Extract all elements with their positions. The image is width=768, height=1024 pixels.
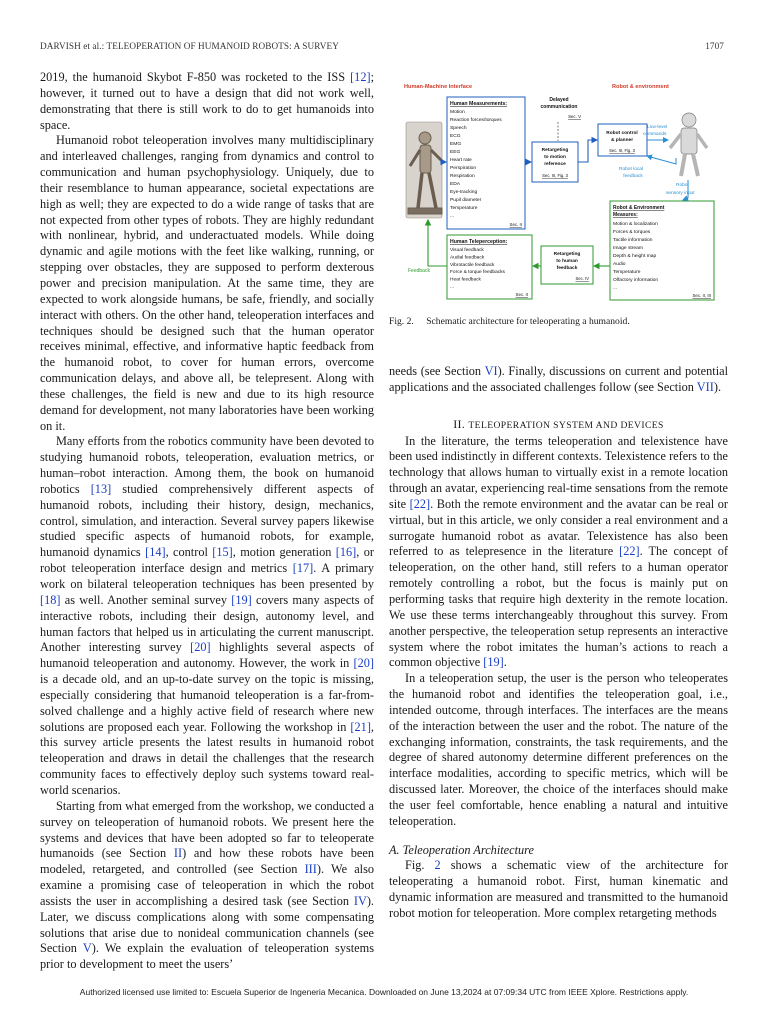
humanoid-robot-icon [670, 113, 707, 176]
citation-link[interactable]: 2 [434, 858, 441, 873]
delayed-comm-line1: Delayed [549, 97, 569, 103]
citation-link[interactable]: VII [696, 379, 714, 394]
diagram-list-item: Reaction forces/torques [450, 118, 502, 123]
diagram-list-item: Vibrotactile feedback [450, 262, 495, 268]
robot-env-title1: Robot & Environment [613, 205, 665, 211]
retarget-feedback-line1: Retargeting [553, 252, 581, 257]
diagram-list-item: Respiration [450, 174, 475, 179]
diagram-list-item: Image stream [613, 246, 643, 251]
human-measurements-title: Human Measurements: [450, 101, 508, 107]
human-measurements-box [447, 97, 525, 229]
citation-link[interactable]: [19] [483, 655, 504, 670]
diagram-list-item: ... [450, 285, 454, 290]
citation-link[interactable]: [22] [619, 544, 640, 559]
license-footer: Authorized licensed use limited to: Escuela Superior de Ingeneria Mecanica. Downloaded on June 13,2024 at 07:09:34 UTC from IEEE Xplore. Restrictions apply. [79, 987, 689, 997]
page-number: 1707 [705, 41, 724, 51]
citation-link[interactable]: [16] [335, 545, 357, 560]
human-telep-title: Human Teleperception: [450, 239, 508, 245]
diagram-list-item: Speech [450, 126, 467, 131]
citation-link[interactable]: [15] [212, 545, 233, 560]
right-column [389, 364, 728, 922]
figure-caption-text: Schematic architecture for teleoperating a humanoid. [426, 316, 630, 327]
diagram-list-item: EDA [450, 182, 461, 187]
human-operator-icon [406, 122, 443, 218]
human-measurements-sec: Sec. II [509, 222, 522, 227]
figure-2-diagram [398, 80, 718, 304]
retarget-motion-sec: Sec. III, Fig. 3 [542, 173, 568, 178]
robot-control-sec: Sec. III, Fig. 3 [609, 148, 635, 153]
section-number: II. [453, 416, 466, 431]
retarget-feedback-line3: feedback [556, 266, 578, 271]
diagram-list-item: Motion & localization [613, 222, 658, 227]
citation-link[interactable]: [13] [90, 481, 112, 496]
robot-env-label: Robot & environment [612, 84, 669, 90]
citation-link[interactable]: [20] [190, 640, 211, 655]
low-level-line1: Low-level [647, 125, 668, 130]
delayed-comm-sec: Sec. V [568, 114, 581, 119]
diagram-list-item: Tactile information [613, 238, 653, 243]
citation-link[interactable]: [20] [353, 656, 374, 671]
diagram-list-item: Audio [613, 262, 626, 267]
citation-link[interactable]: VI [484, 364, 498, 378]
robot-env-measures-box [610, 201, 714, 300]
paragraph: Humanoid robot teleoperation involves many multidisciplinary and interleaved challenges, ranging from dynamics and control to communication and human psychophysiology. Uniquely, due to their resemblance to human appearance, societal expectations are high as well; they are expected to do a wide range of tasks that are not expected from other types of robots. They are highly redundant with nonlinear, hybrid, and underactuated models. While doing dynamic and agile motions with the feet like walking, running, or stepping over obstacles, they are supposed to perform dexterous power and precision manipulation. At the same time, they are expected to work alongside humans, be safe, friendly, and socially interact with others. On the other hand, teleoperation interfaces and techniques should be designed such that the human operator receives minimal, effective, and informative haptic feedback from the humanoid robot, to cover for human errors, overcome communication delays, and above all, be telepresent. Along with these challenges, the field is new and due to its high resource demand for development, not many laboratories have been working on it. [40, 133, 374, 433]
low-level-line2: commands [643, 132, 667, 137]
running-title: DARVISH et al.: TELEOPERATION OF HUMANOID ROBOTS: A SURVEY [40, 41, 339, 51]
diagram-list-item: ... [613, 286, 618, 291]
diagram-list-item: Eye-tracking [450, 190, 478, 195]
paragraph: In the literature, the terms teleoperation and telexistence have been used indistinctly in different contexts. Telexistence refers to the technology that allows human to virtually exist in a remote location through an avatar, experiencing real-time sensations from the remote site [22]. Both the remote environment and the avatar can be real or virtual, but in this article, we only consider a real environment and a surrogate humanoid robot as avatar. Telexistence has also been referred to as telepresence in the literature [22]. The concept of teleoperation, on the other hand, still refers to a human operator remotely controlling a robot, but the focus is mainly put on performing tasks that require high dexterity in the remote location. We use these terms interchangeably throughout this survey. From another perspective, the teleoperation setup represents an interactive system where the robot imitates the human’s actions to reach a common objective [19]. [389, 433, 728, 670]
robot-local-line2: feedback [623, 174, 643, 179]
retarget-motion-line3: reference [544, 162, 566, 167]
diagram-list-item: ECG [450, 134, 461, 139]
robot-control-line2: & planner [610, 138, 634, 143]
citation-link[interactable]: [17] [292, 561, 314, 576]
robot-control-line1: Robot control [606, 131, 638, 136]
diagram-list-item: Perspiration [450, 166, 477, 171]
citation-link[interactable]: IV [353, 893, 367, 908]
robot-control-box [598, 124, 647, 156]
diagram-list-item: EMG [450, 142, 462, 147]
citation-link[interactable]: II [173, 846, 183, 861]
feedback-label: Feedback [408, 268, 430, 274]
delayed-comm-line2: communication [540, 104, 578, 110]
robot-sensory-line2: sensory input [666, 191, 695, 196]
robot-env-title2: Measures: [613, 212, 638, 218]
diagram-list-item: ... [450, 214, 455, 219]
citation-link[interactable]: V [82, 941, 92, 956]
retarget-motion-line1: Retargeting [541, 148, 569, 153]
paragraph: Fig. 2 shows a schematic view of the architecture for teleoperating a humanoid robot. First, human kinematic and dynamic information are measured and transmitted to the humanoid robot motion for teleoperation. More complex retargeting methods [389, 858, 728, 920]
retargeting-feedback-box [541, 246, 593, 284]
diagram-list-item: Force & torque feedbacks [450, 270, 505, 276]
paragraph: Starting from what emerged from the workshop, we conducted a survey on teleoperation of humanoid robots. We present here the systems and devices that have been adopted so far to teleoperate humanoids (see Section II) and how these robots have been modeled, retargeted, and controlled (see Section III). We also examine a promising case of teleoperation in which the robot assists the user in accomplishing a desired task (see Section IV). Later, we discuss complications along with some compensating solutions that arise due to nonideal communication channels (see Section V). We explain the evaluation of teleoperation systems prior to development to meet the users’ [40, 798, 374, 972]
section-heading [389, 417, 728, 434]
diagram-list-item: Heart rate [450, 158, 472, 163]
diagram-list-item: Audial feedback [450, 255, 485, 261]
retarget-feedback-line2: to human [556, 259, 578, 264]
running-header [40, 41, 724, 55]
paragraph: Many efforts from the robotics community have been devoted to studying humanoid robots, teleoperation, evaluation metrics, or human–robot interaction. Among them, the book on humanoid robotics [13] studied comprehensively different aspects of humanoid robots, including their history, design, mechanics, control, simulation, and interaction. Several survey papers likewise studied specific aspects of humanoid robots, for example, humanoid dynamics [14], control [15], motion generation [16], or robot teleoperation interface design and metrics [17]. A primary work on bilateral teleoperation techniques has been presented by [18] as well. Another seminal survey [19] covers many aspects of interactive robots, including their design, autonomy level, and human factors that helped us in articulating the current manuscript. Another interesting survey [20] highlights several aspects of humanoid teleoperation and autonomy. However, the work in [20] is a decade old, and an up-to-date survey on the topic is missing, especially considering that humanoid teleoperation is a far-from-solved challenge and a highly active field of research where new solutions are proposed each year. Following the workshop in [21], this survey article presents the latest results in humanoid robot teleoperation and draws in detail the challenges that the research community faces to effectively deploy such systems toward real-world scenarios. [40, 434, 374, 797]
diagram-list-item: Forces & torques [613, 230, 651, 235]
citation-link[interactable]: [12] [350, 70, 371, 84]
diagram-list-item: Olfactory information [613, 278, 659, 283]
robot-env-sec: Sec. II, III [692, 293, 711, 298]
diagram-list-item: Temperature [613, 270, 641, 275]
paragraph: needs (see Section VI). Finally, discussions on current and potential applications and the associated challenges follow (see Section VII). [389, 364, 728, 394]
paragraph: 2019, the humanoid Skybot F-850 was rocketed to the ISS [12]; however, it turned out to have a design that did not work well, demonstrating that there is still work to do to get humanoids into space. [40, 70, 374, 132]
citation-link[interactable]: [22] [409, 496, 431, 511]
diagram-list-item: Temperature [450, 206, 478, 211]
diagram-list-item: Pupil diameter [450, 198, 482, 203]
citation-link[interactable]: [14] [145, 545, 166, 560]
retarget-motion-line2: to motion [544, 155, 566, 160]
hmi-label: Human-Machine Interface [404, 84, 473, 90]
citation-link[interactable]: [21] [350, 719, 371, 734]
human-telep-sec: Sec. II [515, 292, 528, 297]
diagram-list-item: Heat feedback [450, 277, 481, 283]
figure-caption-label: Fig. 2. [389, 316, 414, 327]
diagram-list-item: Depth & height map [613, 254, 657, 259]
section-title: TELEOPERATION SYSTEM AND DEVICES [468, 419, 664, 431]
robot-local-line1: Robot local [619, 167, 643, 172]
citation-link[interactable]: [18] [40, 592, 61, 607]
retargeting-motion-box [532, 142, 578, 182]
citation-link[interactable]: III [304, 862, 317, 877]
figure-caption [389, 316, 728, 328]
delayed-communication-box [541, 97, 582, 119]
paragraph: In a teleoperation setup, the user is the person who teleoperates the humanoid robot and identifies the teleoperation goal, i.e., intended outcome, through interfaces. The interfaces are the means of the interaction between the user and the robot. The nature of the exchanging information, constraints, the task requirements, and the degree of shared autonomy determine different preferences on the interface modalities, according to specific metrics, which will be discussed later. Moreover, the choice of the interfaces should make the user feel comfortable, hence enabling a natural and intuitive teleoperation. [389, 671, 728, 828]
citation-link[interactable]: [19] [231, 592, 252, 607]
diagram-list-item: EEG [450, 150, 461, 155]
retarget-feedback-sec: Sec. IV [575, 276, 589, 281]
diagram-list-item: Visual feedback [450, 248, 484, 253]
human-teleperception-box [447, 235, 532, 299]
diagram-list-item: Motion [450, 110, 465, 115]
robot-sensory-line1: Robot [676, 183, 689, 188]
subsection-heading: A. Teleoperation Architecture [389, 842, 534, 857]
left-column [40, 70, 374, 973]
